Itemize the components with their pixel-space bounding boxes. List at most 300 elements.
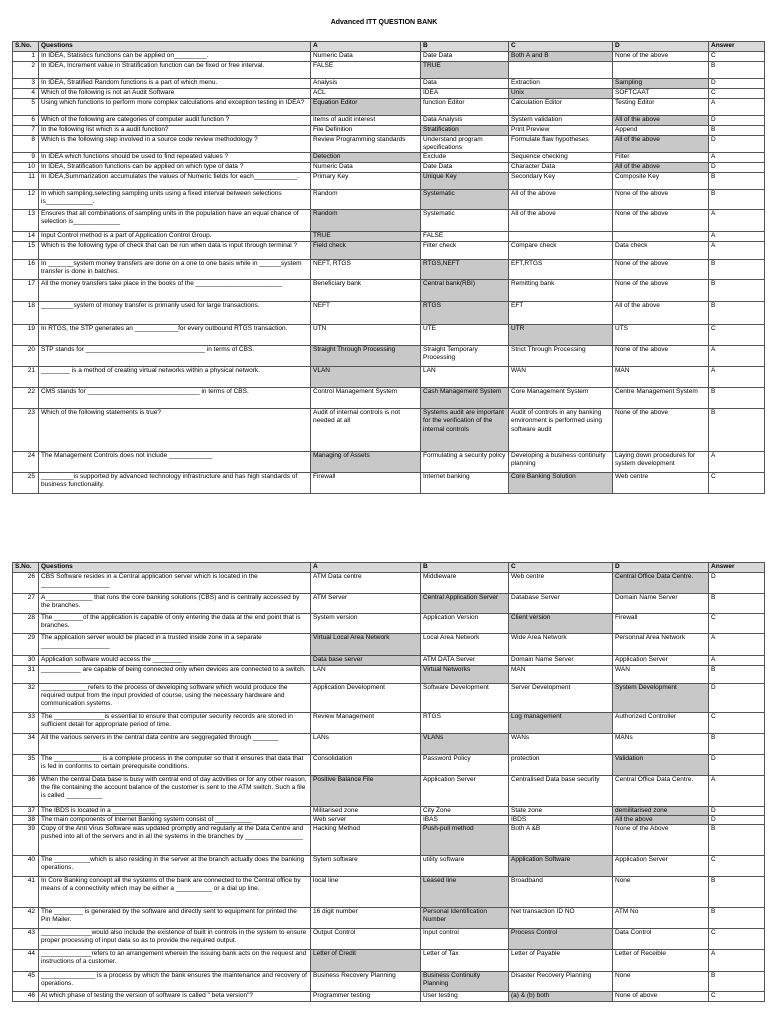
option-c-cell: Process Control: [509, 929, 613, 950]
table-header-row: [13, 42, 765, 52]
sno-cell: 27: [13, 594, 39, 614]
option-a-cell: Data base server: [311, 656, 421, 666]
question-cell: In IDEA, Statistics functions can be applied on_________.: [39, 52, 311, 62]
header-questions: Questions: [39, 563, 311, 573]
sno-cell: 44: [13, 950, 39, 972]
sno-cell: 3: [13, 79, 39, 89]
sno-cell: 21: [13, 367, 39, 388]
option-d-cell: MAN: [613, 367, 709, 388]
option-c-cell: Print Preview: [509, 126, 613, 136]
option-a-cell: Beneficiary bank: [311, 280, 421, 302]
option-d-cell: SOFTCAAT: [613, 89, 709, 99]
question-cell: In RTGS, the STP generates an ____________for every outbound RTGS transaction.: [39, 325, 311, 346]
sno-cell: 22: [13, 388, 39, 409]
option-c-cell: [509, 232, 613, 242]
option-b-cell: Application Version: [421, 614, 509, 634]
table-header-row: [13, 563, 765, 573]
answer-cell: A: [709, 452, 765, 473]
sno-cell: 30: [13, 656, 39, 666]
option-a-cell: Audit of internal controls is not needed at all: [311, 409, 421, 452]
question-cell: The ______________is essential to ensure that computer security records are stored in sufficient detail for appropriate period of time.: [39, 713, 311, 734]
option-d-cell: MANs: [613, 734, 709, 755]
answer-cell: C: [709, 52, 765, 62]
sno-cell: 36: [13, 776, 39, 807]
table-row: [13, 713, 765, 734]
table-row: [13, 388, 765, 409]
header-option-b: B: [421, 42, 509, 52]
sno-cell: 20: [13, 346, 39, 367]
answer-cell: B: [709, 260, 765, 280]
option-c-cell: Character Data: [509, 163, 613, 173]
question-cell: When the central Data base is busy with central end of day activities or for any other reason, the file containing the account balance of the customer is sent to the ATM switch. Such a file is called __________: [39, 776, 311, 807]
option-b-cell: Central bank(RBI): [421, 280, 509, 302]
header-option-d: D: [613, 42, 709, 52]
option-a-cell: LANs: [311, 734, 421, 755]
answer-cell: A: [709, 210, 765, 232]
option-a-cell: Consolidation: [311, 755, 421, 776]
sno-cell: 46: [13, 992, 39, 1002]
option-b-cell: Personal Identification Number: [421, 908, 509, 929]
question-cell: At which phase of testing the version of software is called " beta version"?: [39, 992, 311, 1002]
option-a-cell: Business Recovery Planning: [311, 972, 421, 992]
header-sno: S.No.: [13, 563, 39, 573]
header-option-c: C: [509, 42, 613, 52]
table-row: [13, 666, 765, 684]
option-a-cell: Hacking Method: [311, 825, 421, 856]
header-option-d: D: [613, 563, 709, 573]
option-b-cell: Straight Temporary Processing: [421, 346, 509, 367]
sno-cell: 10: [13, 163, 39, 173]
option-a-cell: Web server: [311, 816, 421, 825]
option-b-cell: Internet banking: [421, 473, 509, 494]
option-d-cell: [613, 232, 709, 242]
sno-cell: 45: [13, 972, 39, 992]
sno-cell: 14: [13, 232, 39, 242]
option-b-cell: Central Application Server: [421, 594, 509, 614]
table-row: [13, 972, 765, 992]
option-a-cell: ATM Data centre: [311, 573, 421, 594]
option-b-cell: Systematic: [421, 190, 509, 210]
sno-cell: 37: [13, 807, 39, 816]
table-row: [13, 62, 765, 79]
answer-cell: A: [709, 232, 765, 242]
table-row: [13, 280, 765, 302]
table-row: [13, 473, 765, 494]
option-b-cell: Unique Key: [421, 173, 509, 190]
option-c-cell: Database Server: [509, 594, 613, 614]
answer-cell: B: [709, 62, 765, 79]
option-a-cell: Output Control: [311, 929, 421, 950]
option-b-cell: Systems audit are important for the verification of the internal controls: [421, 409, 509, 452]
option-d-cell: None of the above: [613, 52, 709, 62]
option-a-cell: TRUE: [311, 232, 421, 242]
option-d-cell: All of the above: [613, 302, 709, 325]
table-row: [13, 573, 765, 594]
option-a-cell: NEFT: [311, 302, 421, 325]
option-b-cell: Understand program specifications: [421, 136, 509, 153]
answer-cell: D: [709, 816, 765, 825]
answer-cell: D: [709, 136, 765, 153]
option-b-cell: Date Data: [421, 52, 509, 62]
question-cell: The __________which is also residing in the server at the branch actually does the banking operations.: [39, 856, 311, 877]
option-b-cell: Filter check: [421, 242, 509, 260]
answer-cell: C: [709, 856, 765, 877]
sno-cell: 39: [13, 825, 39, 856]
option-c-cell: Both A and B: [509, 52, 613, 62]
table-row: [13, 232, 765, 242]
option-a-cell: Positive Balance File: [311, 776, 421, 807]
question-cell: _________system of money transfer is primarily used for large transactions.: [39, 302, 311, 325]
option-c-cell: Remitting bank: [509, 280, 613, 302]
question-cell: Which of the following statements is true?: [39, 409, 311, 452]
table-row: [13, 163, 765, 173]
option-b-cell: Cash Management System: [421, 388, 509, 409]
option-b-cell: LAN: [421, 367, 509, 388]
sno-cell: 11: [13, 173, 39, 190]
sno-cell: 16: [13, 260, 39, 280]
option-b-cell: IBAS: [421, 816, 509, 825]
sno-cell: 15: [13, 242, 39, 260]
option-b-cell: Data Analysis: [421, 116, 509, 126]
option-d-cell: Centre Management System: [613, 388, 709, 409]
option-d-cell: Validation: [613, 755, 709, 776]
option-a-cell: Items of audit interest: [311, 116, 421, 126]
table-row: [13, 242, 765, 260]
question-cell: All the various servers in the central data centre are seggregated through _______: [39, 734, 311, 755]
header-option-b: B: [421, 563, 509, 573]
option-d-cell: All of the above: [613, 136, 709, 153]
answer-cell: C: [709, 325, 765, 346]
option-b-cell: Software Development: [421, 684, 509, 713]
option-d-cell: None of the above: [613, 190, 709, 210]
option-b-cell: Exclude: [421, 153, 509, 163]
question-cell: The ________of the application is capable of only entering the data at the end point that is branches.: [39, 614, 311, 634]
question-cell: Which of the following is not an Audit Software: [39, 89, 311, 99]
table-row: [13, 614, 765, 634]
answer-cell: C: [709, 614, 765, 634]
option-b-cell: Systematic: [421, 210, 509, 232]
question-cell: CBS Software resides in a Central application server which is located in the ___________________: [39, 573, 311, 594]
answer-cell: B: [709, 877, 765, 908]
option-d-cell: UTS: [613, 325, 709, 346]
table-row: [13, 856, 765, 877]
answer-cell: A: [709, 242, 765, 260]
option-c-cell: UTR: [509, 325, 613, 346]
option-a-cell: UTN: [311, 325, 421, 346]
option-c-cell: Secondary Key: [509, 173, 613, 190]
question-cell: Application software would access the ________: [39, 656, 311, 666]
question-cell: In the following list which is a audit function?: [39, 126, 311, 136]
question-cell: Input Control method is a part of Application Control Group.: [39, 232, 311, 242]
table-row: [13, 807, 765, 816]
option-d-cell: Application Server: [613, 656, 709, 666]
option-a-cell: LAN: [311, 666, 421, 684]
option-d-cell: Firewall: [613, 614, 709, 634]
option-c-cell: Compare check: [509, 242, 613, 260]
option-a-cell: VLAN: [311, 367, 421, 388]
sno-cell: 2: [13, 62, 39, 79]
option-a-cell: Equation Editor: [311, 99, 421, 116]
question-cell: The main components of Internet Banking system consist of __________: [39, 816, 311, 825]
option-d-cell: None of the Above: [613, 825, 709, 856]
header-answer: Answer: [709, 42, 765, 52]
option-b-cell: Middleware: [421, 573, 509, 594]
table-row: [13, 99, 765, 116]
sno-cell: 9: [13, 153, 39, 163]
answer-cell: B: [709, 666, 765, 684]
option-b-cell: FALSE: [421, 232, 509, 242]
answer-cell: B: [709, 734, 765, 755]
option-b-cell: Push-pull method: [421, 825, 509, 856]
question-cell: Ensures that all combinations of sampling units in the population have an equal chance of selection is_____________: [39, 210, 311, 232]
header-questions: Questions: [39, 42, 311, 52]
option-c-cell: Calculation Editor: [509, 99, 613, 116]
option-c-cell: (a) & (b) both: [509, 992, 613, 1002]
option-a-cell: Numeric Data: [311, 52, 421, 62]
sno-cell: 17: [13, 280, 39, 302]
answer-cell: D: [709, 79, 765, 89]
answer-cell: A: [709, 153, 765, 163]
option-a-cell: Programmer testing: [311, 992, 421, 1002]
question-cell: ___________ are capable of being connected only when devices are connected to a switch.: [39, 666, 311, 684]
option-b-cell: VLANs: [421, 734, 509, 755]
question-cell: The _____________ is a complete process in the computer so that it ensures that data that is fed in conforms to certain prerequisite conditions.: [39, 755, 311, 776]
question-cell: Which of the following are categories of computer audit function ?: [39, 116, 311, 126]
option-c-cell: Wide Area Network: [509, 634, 613, 656]
option-a-cell: Analysis: [311, 79, 421, 89]
option-a-cell: local line: [311, 877, 421, 908]
table-row: [13, 908, 765, 929]
option-a-cell: Virtual Local Area Network: [311, 634, 421, 656]
option-d-cell: None of the above: [613, 409, 709, 452]
question-cell: Which is the following step involved in a source code review methodology ?: [39, 136, 311, 153]
option-b-cell: Formulating a security policy: [421, 452, 509, 473]
option-a-cell: Control Management System: [311, 388, 421, 409]
option-d-cell: [613, 62, 709, 79]
answer-cell: A: [709, 99, 765, 116]
option-b-cell: RTGS: [421, 302, 509, 325]
answer-cell: B: [709, 190, 765, 210]
question-cell: The Management Controls does not include ____________: [39, 452, 311, 473]
table-row: [13, 877, 765, 908]
option-c-cell: System validation: [509, 116, 613, 126]
option-a-cell: Application Development: [311, 684, 421, 713]
question-cell: Copy of the Anti Virus Software was updated promptly and regularly at the Data Centre and pushed into all of the servers and in all the systems in the branches by ________________: [39, 825, 311, 856]
answer-cell: B: [709, 908, 765, 929]
question-cell: ______________refers to an arrangement wherein the issuing bank acts on the request and instructions of a customer.: [39, 950, 311, 972]
table-row: [13, 302, 765, 325]
question-cell: _________is supported by advanced technology infrastructure and has high standards of business functionality.: [39, 473, 311, 494]
option-c-cell: Developing a business continuity planning: [509, 452, 613, 473]
option-c-cell: Log management: [509, 713, 613, 734]
sno-cell: 26: [13, 573, 39, 594]
option-c-cell: Application Software: [509, 856, 613, 877]
answer-cell: D: [709, 684, 765, 713]
table-row: [13, 776, 765, 807]
header-option-c: C: [509, 563, 613, 573]
question-cell: All the money transfers take place in the books of the ________________________: [39, 280, 311, 302]
option-c-cell: [509, 62, 613, 79]
option-c-cell: Formulate flaw hypotheses: [509, 136, 613, 153]
header-option-a: A: [311, 42, 421, 52]
option-b-cell: Password Policy: [421, 755, 509, 776]
question-cell: In IDEA, Stratified Random functions is a part of which menu.: [39, 79, 311, 89]
option-c-cell: WANs: [509, 734, 613, 755]
sno-cell: 23: [13, 409, 39, 452]
option-d-cell: System Development: [613, 684, 709, 713]
question-cell: _____________refers to the process of developing software which would produce the required output from the input provided of course, using the necessary hardware and communication systems.: [39, 684, 311, 713]
option-c-cell: Net transaction ID NO: [509, 908, 613, 929]
question-cell: CMS stands for _______________________________ in terms of CBS.: [39, 388, 311, 409]
option-c-cell: Extraction: [509, 79, 613, 89]
option-b-cell: Data: [421, 79, 509, 89]
header-sno: S.No.: [13, 42, 39, 52]
sno-cell: 32: [13, 684, 39, 713]
option-a-cell: Letter of Credit: [311, 950, 421, 972]
option-a-cell: Field check: [311, 242, 421, 260]
option-d-cell: All of the above: [613, 163, 709, 173]
option-a-cell: 16 digit number: [311, 908, 421, 929]
table-row: [13, 734, 765, 755]
question-cell: In which sampling,selecting sampling units using a fixed interval between selections is_____________.: [39, 190, 311, 210]
option-d-cell: Letter of Receible: [613, 950, 709, 972]
sno-cell: 24: [13, 452, 39, 473]
option-c-cell: protection: [509, 755, 613, 776]
answer-cell: B: [709, 173, 765, 190]
sno-cell: 33: [13, 713, 39, 734]
option-c-cell: Domain Name Server: [509, 656, 613, 666]
sno-cell: 28: [13, 614, 39, 634]
option-d-cell: None: [613, 877, 709, 908]
option-d-cell: Append: [613, 126, 709, 136]
answer-cell: C: [709, 992, 765, 1002]
question-cell: In IDEA, Stratification functions can be applied on which type of data ?: [39, 163, 311, 173]
option-c-cell: Sequence checking: [509, 153, 613, 163]
option-b-cell: UTE: [421, 325, 509, 346]
table-row: [13, 950, 765, 972]
option-d-cell: Web centre: [613, 473, 709, 494]
option-c-cell: Core Management System: [509, 388, 613, 409]
table-row: [13, 367, 765, 388]
answer-cell: C: [709, 473, 765, 494]
option-d-cell: Personnal Area Network: [613, 634, 709, 656]
option-c-cell: Client version: [509, 614, 613, 634]
sno-cell: 40: [13, 856, 39, 877]
option-d-cell: Domain Name Server: [613, 594, 709, 614]
option-d-cell: All of the above: [613, 116, 709, 126]
answer-cell: D: [709, 807, 765, 816]
question-table-2: [12, 562, 765, 1002]
question-table-1: [12, 41, 765, 494]
option-d-cell: All the above: [613, 816, 709, 825]
option-b-cell: IDEA: [421, 89, 509, 99]
header-option-a: A: [311, 563, 421, 573]
option-c-cell: WAN: [509, 367, 613, 388]
answer-cell: C: [709, 713, 765, 734]
answer-cell: A: [709, 656, 765, 666]
question-cell: A_____________ that runs the core banking solutions (CBS) and is centrally accessed by the branches.: [39, 594, 311, 614]
option-a-cell: Militarised zone: [311, 807, 421, 816]
sno-cell: 7: [13, 126, 39, 136]
option-b-cell: Date Data: [421, 163, 509, 173]
table-row: [13, 634, 765, 656]
option-c-cell: MAN: [509, 666, 613, 684]
sno-cell: 5: [13, 99, 39, 116]
option-b-cell: Business Continuity Planning: [421, 972, 509, 992]
table-row: [13, 153, 765, 163]
option-d-cell: Data Control: [613, 929, 709, 950]
question-cell: In IDEA,Summarization accumulates the values of Numeric fields for each____________.: [39, 173, 311, 190]
option-d-cell: Data check: [613, 242, 709, 260]
option-d-cell: Sampling: [613, 79, 709, 89]
option-c-cell: Letter of Payable: [509, 950, 613, 972]
sno-cell: 18: [13, 302, 39, 325]
option-b-cell: User testing: [421, 992, 509, 1002]
answer-cell: D: [709, 573, 765, 594]
option-a-cell: NEFT, RTGS: [311, 260, 421, 280]
sno-cell: 12: [13, 190, 39, 210]
sno-cell: 31: [13, 666, 39, 684]
option-a-cell: Review Programming standards: [311, 136, 421, 153]
option-a-cell: Firewall: [311, 473, 421, 494]
option-d-cell: ATM No: [613, 908, 709, 929]
sno-cell: 19: [13, 325, 39, 346]
option-c-cell: EFT,RTGS: [509, 260, 613, 280]
option-d-cell: None of the above: [613, 346, 709, 367]
sno-cell: 8: [13, 136, 39, 153]
option-d-cell: None: [613, 972, 709, 992]
option-c-cell: Strict Through Processing: [509, 346, 613, 367]
sno-cell: 25: [13, 473, 39, 494]
option-c-cell: Audit of controls in any banking environment is performed using software audit: [509, 409, 613, 452]
option-d-cell: Testing Editor: [613, 99, 709, 116]
option-b-cell: Leased line: [421, 877, 509, 908]
table-row: [13, 452, 765, 473]
table-row: [13, 52, 765, 62]
option-c-cell: IBDS: [509, 816, 613, 825]
option-d-cell: Application Server: [613, 856, 709, 877]
option-b-cell: TRUE: [421, 62, 509, 79]
answer-cell: C: [709, 89, 765, 99]
option-d-cell: Central Office Data Centre.: [613, 776, 709, 807]
sno-cell: 1: [13, 52, 39, 62]
sno-cell: 6: [13, 116, 39, 126]
answer-cell: D: [709, 116, 765, 126]
option-d-cell: WAN: [613, 666, 709, 684]
table-row: [13, 684, 765, 713]
table-row: [13, 992, 765, 1002]
option-d-cell: Laying down procedures for system development: [613, 452, 709, 473]
option-c-cell: Web centre: [509, 573, 613, 594]
sno-cell: 41: [13, 877, 39, 908]
sno-cell: 42: [13, 908, 39, 929]
question-cell: _______________ is a process by which the bank ensures the maintenance and recovery of operations.: [39, 972, 311, 992]
table-row: [13, 825, 765, 856]
table-row: [13, 116, 765, 126]
table-row: [13, 409, 765, 452]
header-answer: Answer: [709, 563, 765, 573]
table-row: [13, 136, 765, 153]
option-a-cell: File Definition: [311, 126, 421, 136]
option-b-cell: utility software: [421, 856, 509, 877]
option-a-cell: Numeric Data: [311, 163, 421, 173]
option-a-cell: System version: [311, 614, 421, 634]
sno-cell: 43: [13, 929, 39, 950]
option-a-cell: Managing of Assets: [311, 452, 421, 473]
option-b-cell: RTGS,NEFT: [421, 260, 509, 280]
option-b-cell: Application Server: [421, 776, 509, 807]
table-row: [13, 346, 765, 367]
